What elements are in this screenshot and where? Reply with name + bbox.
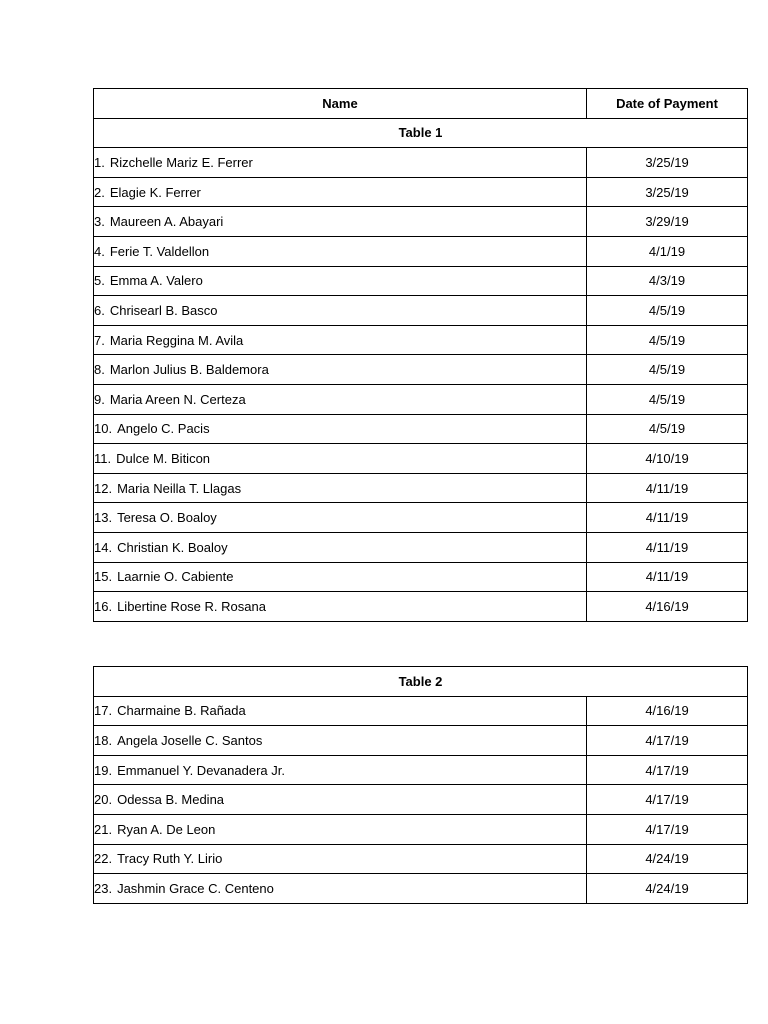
payment-date-cell: 4/11/19 (587, 503, 748, 533)
payer-name-cell (94, 296, 587, 326)
payment-date-cell: 4/16/19 (587, 696, 748, 726)
payment-date-cell: 3/25/19 (587, 148, 748, 178)
section-row (94, 667, 748, 697)
row-number: 11. (94, 450, 112, 466)
row-number: 8. (94, 362, 105, 378)
payer-name: Emma A. Valero (109, 273, 203, 289)
row-number: 7. (94, 332, 105, 348)
row-number: 15. (94, 569, 113, 585)
table-row (94, 177, 748, 207)
table-1-title: Table 1 (94, 118, 748, 148)
table-row (94, 503, 748, 533)
payment-date-cell: 4/17/19 (587, 726, 748, 756)
payer-name: Angela Joselle C. Santos (117, 732, 263, 748)
payment-date-cell: 4/17/19 (587, 785, 748, 815)
payment-date-cell: 3/29/19 (587, 207, 748, 237)
payer-name: Rizchelle Mariz E. Ferrer (109, 154, 253, 170)
payer-name-cell (94, 325, 587, 355)
table-row (94, 207, 748, 237)
payment-table-2 (93, 666, 748, 904)
row-number: 12. (94, 480, 113, 496)
payer-name: Maria Areen N. Certeza (109, 391, 246, 407)
row-number: 17. (94, 703, 113, 719)
payment-date-cell: 4/5/19 (587, 355, 748, 385)
table-row (94, 785, 748, 815)
row-number: 20. (94, 792, 113, 808)
table-row (94, 592, 748, 622)
row-number: 6. (94, 302, 105, 318)
date-column-header: Date of Payment (587, 89, 748, 119)
payer-name-cell (94, 696, 587, 726)
payment-date-cell: 3/25/19 (587, 177, 748, 207)
table-row (94, 473, 748, 503)
payment-date-cell: 4/5/19 (587, 414, 748, 444)
table-row (94, 325, 748, 355)
payer-name-cell (94, 266, 587, 296)
table-row (94, 148, 748, 178)
table-row (94, 296, 748, 326)
row-number: 5. (94, 273, 105, 289)
payer-name: Maureen A. Abayari (109, 214, 224, 230)
name-column-header: Name (94, 89, 587, 119)
payment-table-1 (93, 88, 748, 622)
row-number: 18. (94, 732, 113, 748)
payer-name-cell (94, 473, 587, 503)
payer-name-cell (94, 414, 587, 444)
payer-name-cell (94, 444, 587, 474)
row-number: 13. (94, 510, 113, 526)
payer-name-cell (94, 355, 587, 385)
payer-name-cell (94, 503, 587, 533)
payer-name: Marlon Julius B. Baldemora (109, 362, 269, 378)
row-number: 22. (94, 851, 113, 867)
payer-name-cell (94, 874, 587, 904)
payment-date-cell: 4/17/19 (587, 814, 748, 844)
table-row (94, 874, 748, 904)
payer-name: Teresa O. Boaloy (117, 510, 217, 526)
table-row (94, 814, 748, 844)
payer-name-cell (94, 814, 587, 844)
table-row (94, 236, 748, 266)
row-number: 21. (94, 821, 113, 837)
payer-name: Dulce M. Biticon (116, 450, 211, 466)
payer-name: Ferie T. Valdellon (109, 243, 210, 259)
payer-name: Jashmin Grace C. Centeno (117, 880, 274, 896)
table-row (94, 844, 748, 874)
payment-date-cell: 4/11/19 (587, 562, 748, 592)
payment-date-cell: 4/10/19 (587, 444, 748, 474)
table-2-title: Table 2 (94, 667, 748, 697)
payment-date-cell: 4/24/19 (587, 874, 748, 904)
payer-name-cell (94, 592, 587, 622)
table-row (94, 384, 748, 414)
payment-date-cell: 4/5/19 (587, 384, 748, 414)
payer-name-cell (94, 207, 587, 237)
table-row (94, 562, 748, 592)
payment-date-cell: 4/5/19 (587, 296, 748, 326)
table-row (94, 532, 748, 562)
section-row (94, 118, 748, 148)
payer-name: Libertine Rose R. Rosana (117, 598, 266, 614)
row-number: 3. (94, 214, 105, 230)
payer-name: Elagie K. Ferrer (109, 184, 201, 200)
table-row (94, 444, 748, 474)
payer-name-cell (94, 532, 587, 562)
row-number: 14. (94, 539, 113, 555)
payer-name: Charmaine B. Rañada (117, 703, 246, 719)
payment-date-cell: 4/3/19 (587, 266, 748, 296)
table-row (94, 414, 748, 444)
payment-date-cell: 4/11/19 (587, 532, 748, 562)
payer-name-cell (94, 844, 587, 874)
header-row (94, 89, 748, 119)
row-number: 1. (94, 154, 105, 170)
payer-name: Emmanuel Y. Devanadera Jr. (117, 762, 285, 778)
payer-name-cell (94, 562, 587, 592)
payment-date-cell: 4/1/19 (587, 236, 748, 266)
payment-date-cell: 4/16/19 (587, 592, 748, 622)
payer-name-cell (94, 726, 587, 756)
payer-name-cell (94, 177, 587, 207)
payer-name: Angelo C. Pacis (117, 421, 210, 437)
table-row (94, 266, 748, 296)
row-number: 16. (94, 598, 113, 614)
row-number: 23. (94, 880, 113, 896)
payer-name-cell (94, 148, 587, 178)
payer-name: Christian K. Boaloy (117, 539, 228, 555)
payer-name: Odessa B. Medina (117, 792, 225, 808)
payer-name: Ryan A. De Leon (117, 821, 216, 837)
payment-date-cell: 4/11/19 (587, 473, 748, 503)
payer-name: Chrisearl B. Basco (109, 302, 218, 318)
payer-name-cell (94, 755, 587, 785)
table-row (94, 696, 748, 726)
payer-name-cell (94, 384, 587, 414)
table-row (94, 726, 748, 756)
payment-date-cell: 4/17/19 (587, 755, 748, 785)
row-number: 2. (94, 184, 105, 200)
row-number: 9. (94, 391, 105, 407)
row-number: 19. (94, 762, 113, 778)
payer-name-cell (94, 236, 587, 266)
row-number: 4. (94, 243, 105, 259)
payment-date-cell: 4/24/19 (587, 844, 748, 874)
payment-date-cell: 4/5/19 (587, 325, 748, 355)
payer-name: Maria Neilla T. Llagas (117, 480, 242, 496)
payer-name-cell (94, 785, 587, 815)
payer-name: Maria Reggina M. Avila (109, 332, 244, 348)
table-row (94, 755, 748, 785)
payer-name: Laarnie O. Cabiente (117, 569, 234, 585)
payer-name: Tracy Ruth Y. Lirio (117, 851, 223, 867)
table-row (94, 355, 748, 385)
row-number: 10. (94, 421, 113, 437)
